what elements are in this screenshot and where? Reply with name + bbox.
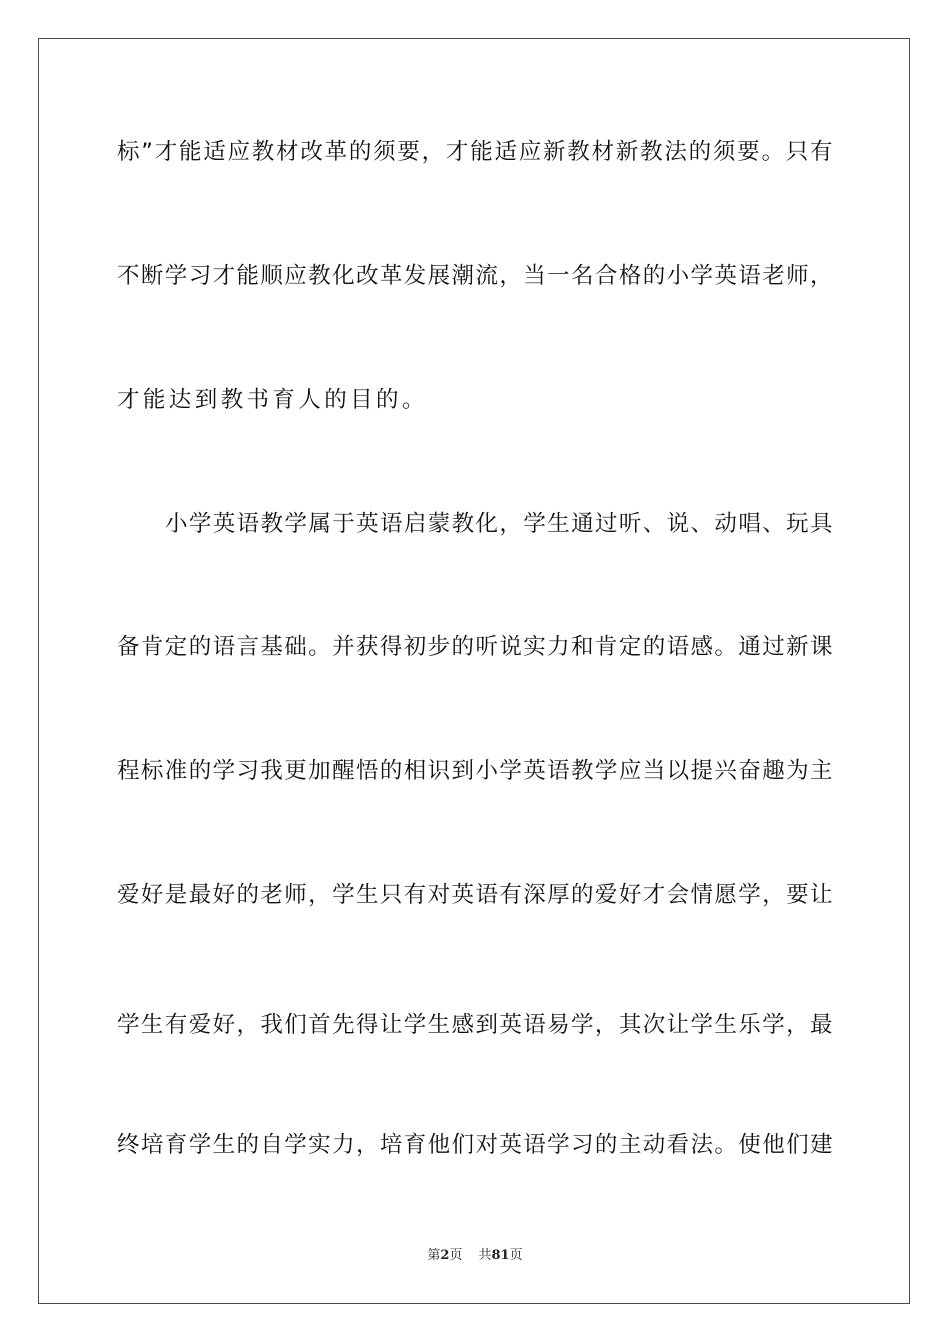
body-text-line-5: 备肯定的语言基础。并获得初步的听说实力和肯定的语感。通过新课: [117, 634, 833, 660]
body-text-line-6: 程标准的学习我更加醒悟的相识到小学英语教学应当以提兴奋趣为主: [117, 758, 833, 784]
body-text-line-2: 不断学习才能顺应教化改革发展潮流，当一名合格的小学英语老师，: [117, 263, 833, 289]
total-pages-suffix: 页: [509, 1248, 523, 1263]
page-border: [38, 38, 910, 1304]
body-text-line-3: 才能达到教书育人的目的。: [117, 387, 428, 413]
page-footer: [0, 1246, 950, 1266]
page-number-prefix: 第: [427, 1248, 441, 1263]
body-text-line-1: 标”才能适应教材改革的须要，才能适应新教材新教法的须要。只有: [117, 139, 833, 165]
body-text-line-7: 爱好是最好的老师，学生只有对英语有深厚的爱好才会情愿学，要让: [117, 882, 833, 908]
page-number-suffix: 页: [449, 1248, 463, 1263]
total-pages: 81: [491, 1248, 510, 1263]
page-number: 2: [440, 1248, 450, 1263]
total-pages-prefix: 共: [478, 1248, 492, 1263]
body-text-line-9: 终培育学生的自学实力，培育他们对英语学习的主动看法。使他们建: [117, 1132, 833, 1158]
paragraph-first-line: 小学英语教学属于英语启蒙教化，学生通过听、说、动唱、玩具: [165, 511, 833, 537]
body-text-line-8: 学生有爱好，我们首先得让学生感到英语易学，其次让学生乐学，最: [117, 1012, 833, 1038]
